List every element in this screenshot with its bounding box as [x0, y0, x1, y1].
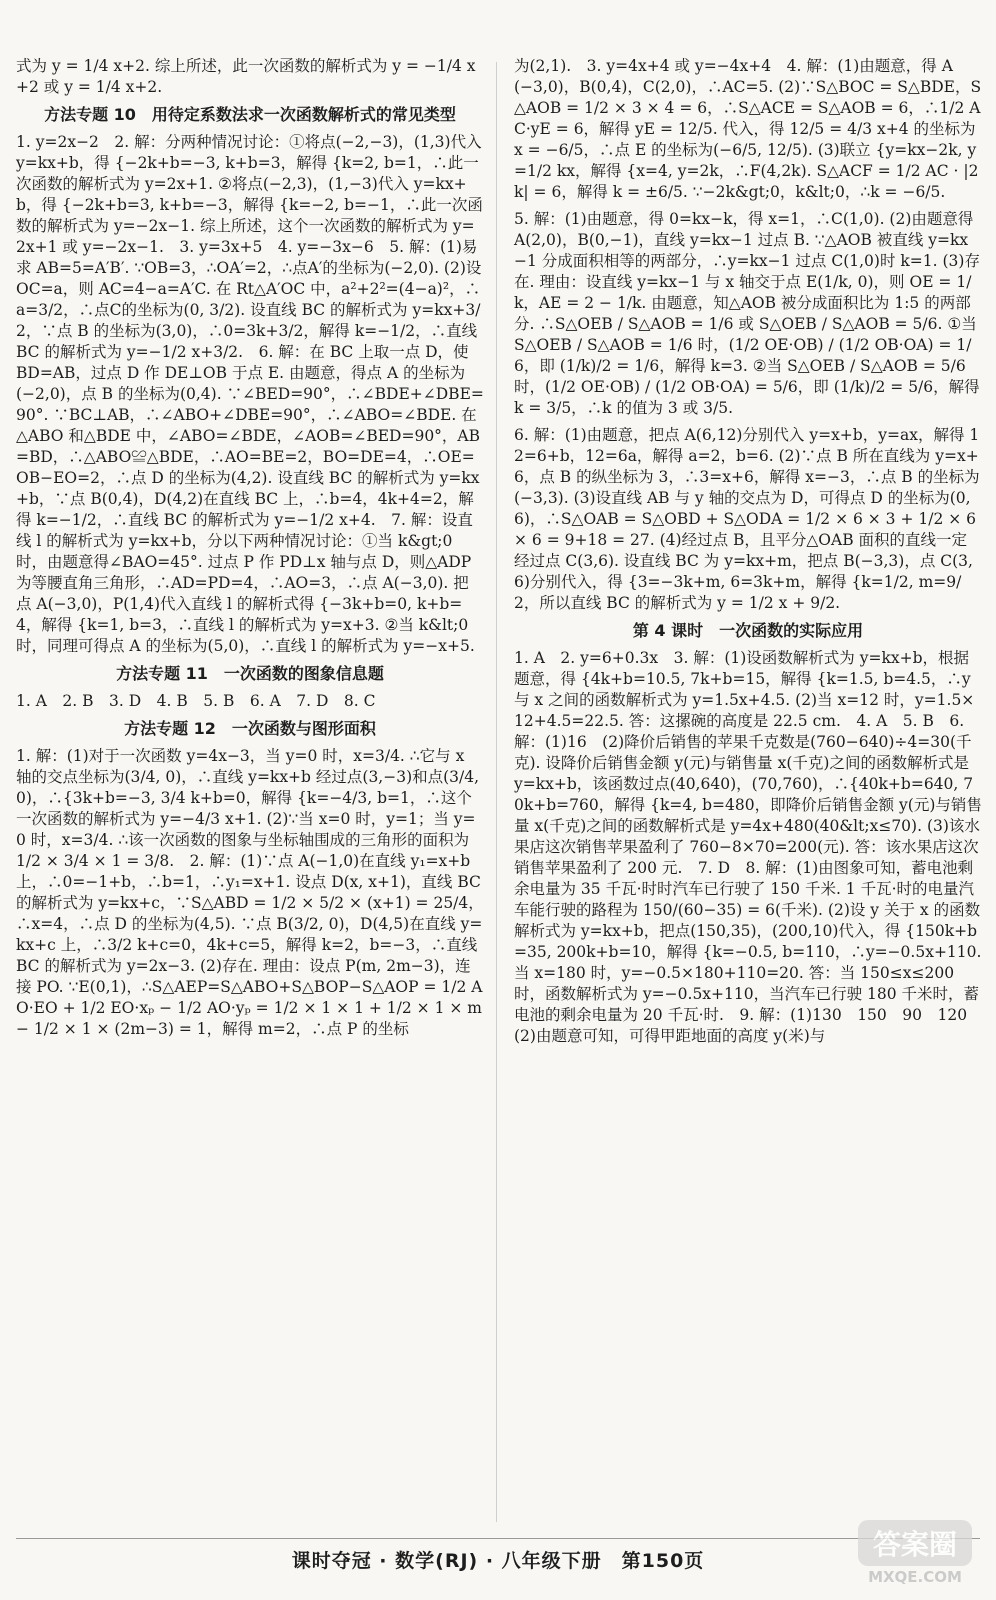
answer-text: 1. y=2x−2 2. 解：分两种情况讨论：①将点(−2,−3)，(1,3)代入 y=kx+b，得 {−2k+b=−3, k+b=3，解得 {k=2, b=1，∴此一次函数的解析式为 y=2x+1. ②将点(−2,3)，(1,−3)代入 y=kx+b，得 {−2k+b=3, k+b=−3，解得 {k=−2, b=−1，∴此一次函数的解析式为 y=−2x−1. 综上所述，这个一次函数的解析式为 y=2x+1 或 y=−2x−1. 3. y=3x+5 4. y=−3x−6 5. 解：(1)易求 AB=5=A′B′. ∵OB=3，∴OA′=2，∴点A′的坐标为(−2,0). (2)设 OC=a，则 AC=4−a=A′C. 在 Rt△A′OC 中，a²+2²=(4−a)²，∴a=3/2，∴点C的坐标为(0, 3/2). 设直线 BC 的解析式为 y=kx+3/2，∵点 B 的坐标为(3,0)，∴0=3k+3/2，解得 k=−1/2，∴直线 BC 的解析式为 y=−1/2 x+3/2. 6. 解：在 BC 上取一点 D，使 BD=AB，过点 D 作 DE⊥OB 于点 E. 由题意，得点 A 的坐标为(−2,0)，点 B 的坐标为(0,4). ∵∠BED=90°，∴∠BDE+∠DBE=90°. ∵BC⊥AB，∴∠ABO+∠DBE=90°，∴∠ABO=∠BDE. 在△ABO 和△BDE 中，∠ABO=∠BDE，∠AOB=∠BED=90°，AB=BD，∴△ABO≌△BDE，∴AO=BE=2，BO=DE=4，∴OE=OB−EO=2，∴点 D 的坐标为(4,2). 设直线 BC 的解析式为 y=kx+b，∵点 B(0,4)，D(4,2)在直线 BC 上，∴b=4，4k+4=2，解得 k=−1/2，∴直线 BC 的解析式为 y=−1/2 x+4. 7. 解：设直线 l 的解析式为 y=kx+b，分以下两种情况讨论：①当 k&gt;0 时，由题意得∠BAO=45°. 过点 P 作 PD⊥x 轴与点 D，则△ADP 为等腰直角三角形，∴AD=PD=4，∴AO=3，∴点 A(−3,0). 把点 A(−3,0)，P(1,4)代入直线 l 的解析式得 {−3k+b=0, k+b=4，解得 {k=1, b=3，∴直线 l 的解析式为 y=x+3. ②当 k&lt;0 时，同理可得点 A 的坐标为(5,0)，∴直线 l 的解析式为 y=−x+5.	[16, 133, 484, 655]
section-heading: 方法专题 11 一次函数的图象信息题	[116, 664, 384, 683]
answer-text: 1. 解：(1)对于一次函数 y=4x−3，当 y=0 时，x=3/4. ∴它与 x 轴的交点坐标为(3/4, 0)，∴直线 y=kx+b 经过点(3,−3)和点(3/4, 0)，∴{3k+b=−3, 3/4 k+b=0，解得 {k=−4/3, b=1，∴这个一次函数的解析式为 y=−4/3 x+1. (2)∵当 x=0 时，y=1；当 y=0 时，x=3/4. ∴该一次函数的图象与坐标轴围成的三角形的面积为 1/2 × 3/4 × 1 = 3/8. 2. 解：(1)∵点 A(−1,0)在直线 y₁=x+b 上，∴0=−1+b，∴b=1，∴y₁=x+1. 设点 D(x, x+1)，直线 BC 的解析式为 y=kx+c，∵S△ABD = 1/2 × 5/2 × (x+1) = 25/4，∴x=4，∴点 D 的坐标为(4,5). ∵点 B(3/2, 0)，D(4,5)在直线 y=kx+c 上，∴3/2 k+c=0，4k+c=5，解得 k=2，b=−3，∴直线 BC 的解析式为 y=2x−3. (2)存在. 理由：设点 P(m, 2m−3)，连接 PO. ∵E(0,1)，∴S△AEP=S△ABO+S△BOP−S△AOP = 1/2 AO·EO + 1/2 EO·xₚ − 1/2 AO·yₚ = 1/2 × 1 × 1 + 1/2 × 1 × m − 1/2 × 1 × (2m−3) = 1，解得 m=2，∴点 P 的坐标	[16, 747, 484, 1038]
section-heading: 第 4 课时 一次函数的实际应用	[632, 621, 864, 640]
column-divider	[496, 62, 497, 1522]
section-heading: 方法专题 12 一次函数与图形面积	[124, 719, 376, 738]
answer-text: 5. 解：(1)由题意，得 0=kx−k，得 x=1，∴C(1,0). (2)由题意得 A(2,0)，B(0,−1)，直线 y=kx−1 过点 B. ∵△AOB 被直线 y=kx−1 分成面积相等的两部分，∴y=kx−1 过点 C(1,0)时 k=1. (3)存在. 理由：设直线 y=kx−1 与 x 轴交于点 E(1/k, 0)，则 OE = 1/k，AE = 2 − 1/k. 由题意，知△AOB 被分成面积比为 1:5 的两部分. ∴S△OEB / S△AOB = 1/6 或 S△OEB / S△AOB = 5/6. ①当 S△OEB / S△AOB = 1/6 时，(1/2 OE·OB) / (1/2 OB·OA) = 1/6，即 (1/k)/2 = 1/6，解得 k=3. ②当 S△OEB / S△AOB = 5/6 时，(1/2 OE·OB) / (1/2 OB·OA) = 5/6，即 (1/k)/2 = 5/6，解得 k = 3/5，∴k 的值为 3 或 3/5.	[514, 210, 980, 417]
footer-rule	[16, 1538, 980, 1539]
answer-text: 6. 解：(1)由题意，把点 A(6,12)分别代入 y=x+b，y=ax，解得 12=6+b，12=6a，解得 a=2，b=6. (2)∵点 B 所在直线为 y=x+6，点 B 的纵坐标为 3，∴3=x+6，解得 x=−3，∴点 B 的坐标为(−3,3). (3)设直线 AB 与 y 轴的交点为 D，可得点 D 的坐标为(0,6)，∴S△OAB = S△OBD + S△ODA = 1/2 × 6 × 3 + 1/2 × 6 × 6 = 9+18 = 27. (4)经过点 B，且平分△OAB 面积的直线一定经过点 C(3,6). 设直线 BC 为 y=kx+m，把点 B(−3,3)，点 C(3,6)分别代入，得 {3=−3k+m, 6=3k+m，解得 {k=1/2, m=9/2，所以直线 BC 的解析式为 y = 1/2 x + 9/2.	[514, 426, 980, 612]
answer-text: 为(2,1). 3. y=4x+4 或 y=−4x+4 4. 解：(1)由题意，得 A(−3,0)，B(0,4)，C(2,0)，∴AC=5. (2)∵S△BOC = S△BDE，S△AOB = 1/2 × 3 × 4 = 6，∴S△ACE = S△AOB = 6，∴1/2 AC·yE = 6，解得 yE = 12/5. 代入，得 12/5 = 4/3 x+4 的坐标为 x = −6/5，∴点 E 的坐标为(−6/5, 12/5). (3)联立 {y=kx−2k, y=1/2 kx，解得 {x=4, y=2k，∴F(4,2k). S△ACF = 1/2 AC · |2k| = 6，解得 k = ±6/5. ∵−2k&gt;0，k&lt;0，∴k = −6/5.	[514, 57, 982, 201]
answer-text: 式为 y = 1/4 x+2. 综上所述，此一次函数的解析式为 y = −1/4 x+2 或 y = 1/4 x+2.	[16, 57, 476, 96]
watermark-url: MXQE.COM	[868, 1568, 962, 1586]
answer-text: 1. A 2. B 3. D 4. B 5. B 6. A 7. D 8. C	[16, 692, 376, 710]
watermark-logo-icon	[856, 1518, 974, 1588]
left-column	[16, 56, 484, 1046]
section-heading: 方法专题 10 用待定系数法求一次函数解析式的常见类型	[44, 105, 456, 124]
page-footer: 课时夺冠 · 数学(RJ) · 八年级下册 第150页	[291, 1550, 705, 1572]
watermark-title: 答案圈	[872, 1528, 958, 1561]
answer-text: 1. A 2. y=6+0.3x 3. 解：(1)设函数解析式为 y=kx+b，根据题意，得 {4k+b=10.5, 7k+b=15，解得 {k=1.5, b=4.5，∴y 与 x 之间的函数解析式为 y=1.5x+4.5. (2)当 x=12 时，y=1.5×12+4.5=22.5. 答：这摞碗的高度是 22.5 cm. 4. A 5. B 6. 解：(1)16 (2)降价后销售的苹果千克数是(760−640)÷4=30(千克). 设降价后销售金额 y(元)与销售量 x(千克)之间的函数解析式是 y=kx+b，该函数过点(40,640)，(70,760)，∴{40k+b=640, 70k+b=760，解得 {k=4, b=480，即降价后销售金额 y(元)与销售量 x(千克)之间的函数解析式是 y=4x+480(40&lt;x≤70). (3)该水果店这次销售苹果盈利了 760−8×70=200(元). 答：该水果店这次销售苹果盈利了 200 元. 7. D 8. 解：(1)由图象可知，蓄电池剩余电量为 35 千瓦·时时汽车已行驶了 150 千米. 1 千瓦·时的电量汽车能行驶的路程为 150/(60−35) = 6(千米). (2)设 y 关于 x 的函数解析式为 y=kx+b，把点(150,35)，(200,10)代入，得 {150k+b=35, 200k+b=10，解得 {k=−0.5, b=110，∴y=−0.5x+110. 当 x=180 时，y=−0.5×180+110=20. 答：当 150≤x≤200 时，函数解析式为 y=−0.5x+110，当汽车已行驶 180 千米时，蓄电池的剩余电量为 20 千瓦·时. 9. 解：(1)130 150 90 120 (2)由题意可知，可得甲距地面的高度 y(米)与	[514, 649, 983, 1045]
right-column	[514, 56, 982, 1053]
